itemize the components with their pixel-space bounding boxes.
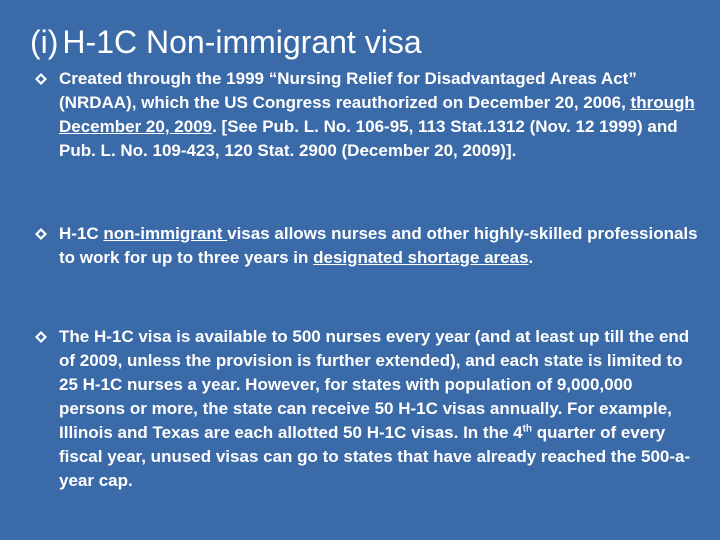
diamond-bullet-icon xyxy=(34,72,48,86)
bullet-text xyxy=(59,67,700,163)
bullet-text-part: H-1C xyxy=(59,224,104,243)
bullet-text-part: visas allows nurses and other highly-skilled professionals to work for up to three years in xyxy=(59,224,698,267)
bullet-text xyxy=(59,325,700,493)
bullet-item xyxy=(34,325,700,493)
bullet-item xyxy=(34,222,700,270)
title-text: H-1C Non-immigrant visa xyxy=(62,24,422,60)
title-number: (i) xyxy=(30,24,59,60)
bullet-text-part: . [See Pub. L. No. 106-95, 113 Stat.1312 (Nov. 12 1999) and Pub. L. No. 109-423, 120 Stat. 2900 (December 20, 2009)]. xyxy=(59,117,678,160)
superscript: th xyxy=(522,423,533,435)
bullet-text-part: quarter of every fiscal year, unused visas can go to states that have already reached the 500-a-year cap. xyxy=(59,423,691,490)
link-designated-shortage-areas[interactable]: designated shortage areas xyxy=(313,248,529,267)
link-non-immigrant[interactable]: non-immigrant xyxy=(103,224,228,243)
bullet-text xyxy=(59,222,700,270)
bullet-text-part: Created through the 1999 “Nursing Relief for Disadvantaged Areas Act” (NRDAA), which the US Congress reauthorized on December 20, 2006, xyxy=(59,69,637,112)
slide-title xyxy=(30,22,422,62)
bullet-text-part: The H-1C visa is available to 500 nurses every year (and at least up till the end of 2009, unless the provision is further extended), and each state is limited to 25 H-1C nurses a year. However, for states with population of 9,000,000 persons or more, the state can receive 50 H-1C visas annually. For example, Illinois and Texas are each allotted 50 H-1C visas. In the 4 xyxy=(59,327,690,442)
diamond-bullet-icon xyxy=(34,227,48,241)
diamond-bullet-icon xyxy=(34,330,48,344)
underlined-text: through December 20, 2009 xyxy=(59,93,695,136)
bullet-item xyxy=(34,67,700,163)
bullet-text-part: . xyxy=(528,248,534,267)
